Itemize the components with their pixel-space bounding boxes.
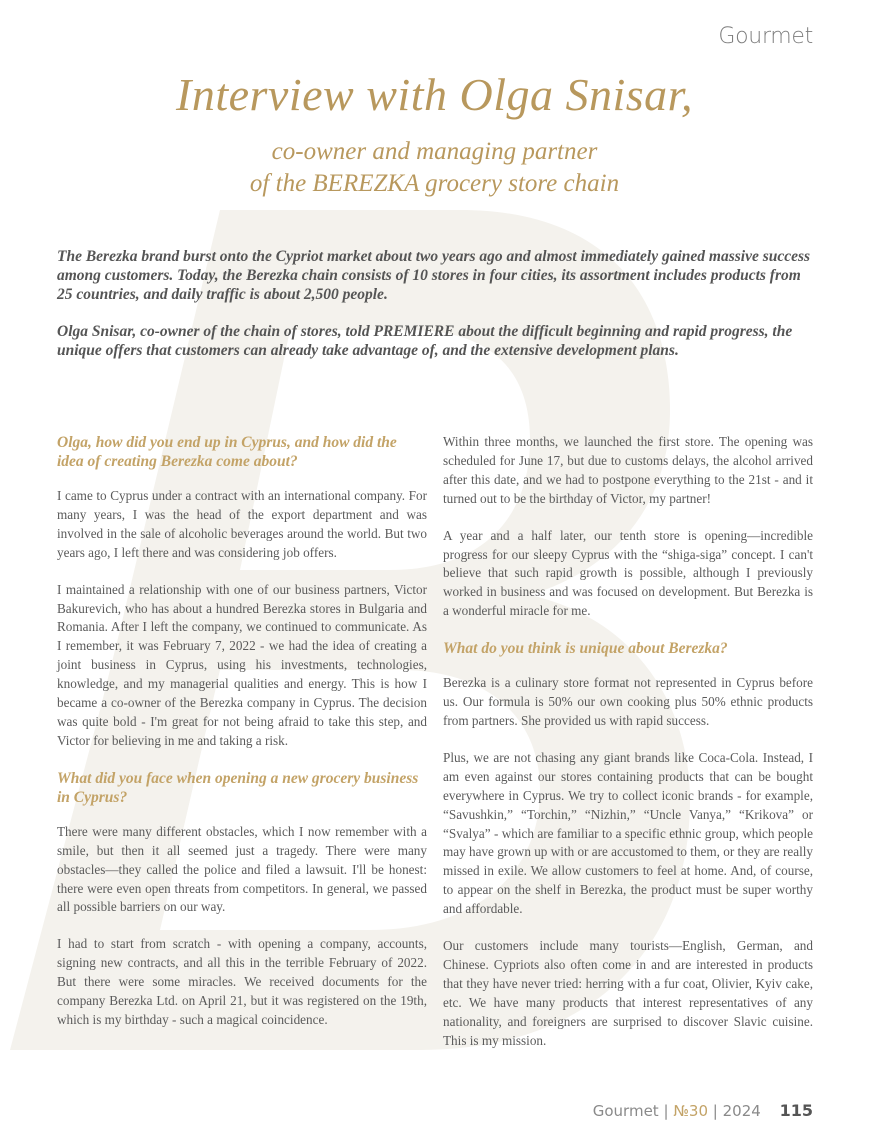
question-heading: Olga, how did you end up in Cyprus, and how did the idea of creating Berezka come about? bbox=[57, 434, 397, 470]
left-column bbox=[57, 433, 427, 1048]
question-heading: What do you think is unique about Berezka? bbox=[443, 640, 728, 658]
footer-magazine: Gourmet bbox=[592, 1102, 659, 1120]
footer-year: 2024 bbox=[722, 1102, 761, 1120]
body-paragraph: I had to start from scratch - with opening a company, accounts, signing new contracts, and all this in the terrible February of 2022. But there were some miracles. We received documents for the company Berezka Ltd. on April 21, but it was registered on the 19th, which is my birthday - such a magical coincidence. bbox=[57, 936, 427, 1027]
body-paragraph: A year and a half later, our tenth store is opening—incredible progress for our sleepy Cyprus with the “shiga-siga” concept. I can't believe that such rapid growth is possible, although I previously worked in business and was focused on development. But Berezka is a wonderful miracle for me. bbox=[443, 527, 813, 619]
section-label: Gourmet bbox=[718, 24, 813, 49]
question-heading: What did you face when opening a new grocery business in Cyprus? bbox=[57, 769, 419, 806]
article-lead bbox=[57, 247, 812, 378]
body-paragraph: Plus, we are not chasing any giant brands like Coca-Cola. Instead, I am even against our stores containing products that can be bought everywhere in Cyprus. We try to collect iconic brands - for example, “Savushkin,” “Torchin,” “Nizhin,” “Uncle Vanya,” “Krikova” or “Svalya” - which are familiar to a specific ethnic group, which people may have grown up with or are accustomed to them, or they are really missed in exile. We allow customers to feel at home. And, of course, to appear on the shelf in Berezka, the product must be super worthy and affordable. bbox=[443, 749, 813, 917]
footer-separator: | bbox=[712, 1102, 718, 1120]
body-paragraph: There were many different obstacles, which I now remember with a smile, but then it all seemed just a tragedy. There were many obstacles—they called the police and filed a lawsuit. I'll be honest: there were even open threats from competitors. In general, we passed all possible barriers on our way. bbox=[57, 823, 427, 915]
body-paragraph: Berezka is a culinary store format not represented in Cyprus before us. Our formula is 50% our own cooking plus 50% ethnic products from partners. She provided us with rapid success. bbox=[443, 675, 813, 728]
article-subtitle bbox=[0, 136, 869, 200]
page-footer bbox=[593, 1101, 813, 1120]
body-paragraph: Our customers include many tourists—English, German, and Chinese. Cypriots also often come in and are interested in products that they have never tried: herring with a fur coat, Olivier, Kyiv cake, etc. We have many products that interest representatives of any nationality, and foreigners are surprised to discover Slavic cuisine. This is my mission. bbox=[443, 938, 813, 1048]
lead-paragraph-1: The Berezka brand burst onto the Cypriot market about two years ago and almost immediately gained massive success among customers. Today, the Berezka chain consists of 10 stores in four cities, its assortment includes products from 25 countries, and daily traffic is about 2,500 people. bbox=[57, 248, 811, 303]
body-paragraph: I maintained a relationship with one of our business partners, Victor Bakurevich, who has about a hundred Berezka stores in Bulgaria and Romania. After I left the company, we continued to communicate. As I remember, it was February 7, 2022 - we had the idea of creating a joint business in Cyprus, using his investments, technologies, knowledge, and my managerial qualities and energy. This is how I became a co-owner of the Berezka company in Cyprus. The decision was quite bold - I'm great for not being afraid to take this step, and Victor for believing in me and taking a risk. bbox=[57, 581, 427, 748]
footer-separator: | bbox=[663, 1102, 669, 1120]
footer-issue: №30 bbox=[673, 1102, 708, 1120]
body-paragraph: Within three months, we launched the first store. The opening was scheduled for June 17, but due to customs delays, the alcohol arrived after this date, and we had to postpone everything to the 21st - and it turned out to be the birthday of Victor, my partner! bbox=[443, 434, 813, 506]
body-paragraph: I came to Cyprus under a contract with an international company. For many years, I was the head of the export department and was involved in the sale of alcoholic beverages around the world. But two years ago, I left there and was considering job offers. bbox=[57, 488, 427, 560]
subtitle-line-2: of the BEREZKA grocery store chain bbox=[249, 170, 620, 197]
page-number: 115 bbox=[779, 1101, 813, 1120]
article-title: Interview with Olga Snisar, bbox=[176, 69, 693, 120]
lead-paragraph-2: Olga Snisar, co-owner of the chain of stores, told PREMIERE about the difficult beginning and rapid progress, the unique offers that customers can already take advantage of, and the extensive development plans. bbox=[57, 323, 793, 359]
right-column bbox=[443, 433, 813, 1068]
subtitle-line-1: co-owner and managing partner bbox=[271, 138, 598, 165]
